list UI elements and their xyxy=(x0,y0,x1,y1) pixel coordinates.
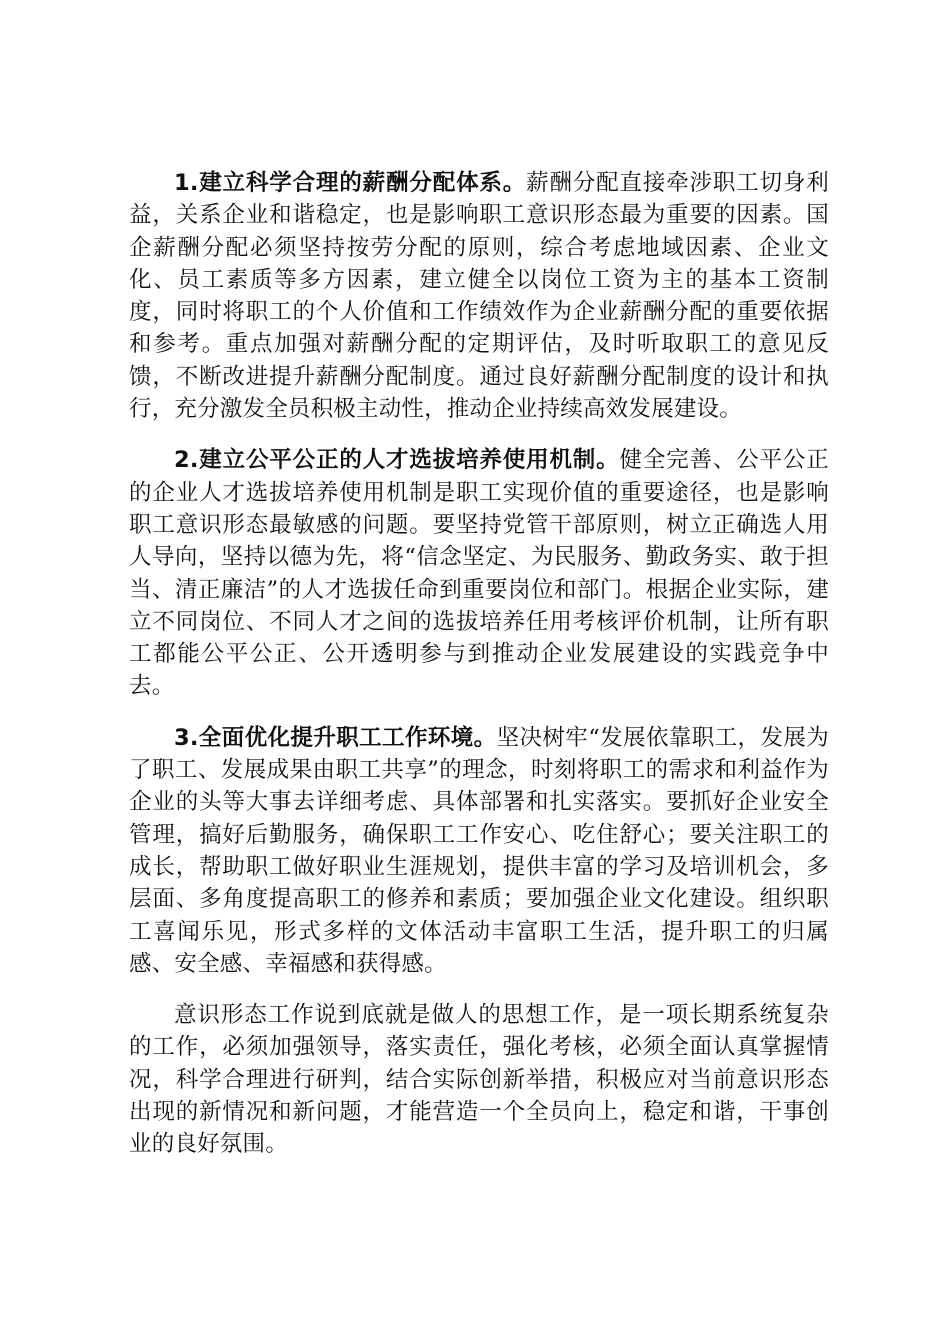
section-1-heading: 1.建立科学合理的薪酬分配体系。 xyxy=(174,170,527,196)
section-1-paragraph xyxy=(129,167,829,425)
document-page xyxy=(129,167,829,1161)
section-3-paragraph xyxy=(129,722,829,980)
conclusion-paragraph: 意识形态工作说到底就是做人的思想工作，是一项长期系统复杂的工作，必须加强领导，落实责任，强化考核，必须全面认真掌握情况，科学合理进行研判，结合实际创新举措，积极应对当前意识形态出现的新情况和新问题，才能营造一个全员向上，稳定和谐，干事创业的良好氛围。 xyxy=(129,1002,829,1158)
section-2-paragraph xyxy=(129,444,829,702)
section-2-body: 健全完善、公平公正的企业人才选拔培养使用机制是职工实现价值的重要途径，也是影响职工意识形态最敏感的问题。要坚持党管干部原则，树立正确选人用人导向，坚持以德为先，将“信念坚定、为民服务、勤政务实、敢于担当、清正廉洁”的人才选拔任命到重要岗位和部门。根据企业实际，建立不同岗位、不同人才之间的选拔培养任用考核评价机制，让所有职工都能公平公正、公开透明参与到推动企业发展建设的实践竞争中去。 xyxy=(129,447,829,700)
section-1-body: 薪酬分配直接牵涉职工切身利益，关系企业和谐稳定，也是影响职工意识形态最为重要的因素。国企薪酬分配必须坚持按劳分配的原则，综合考虑地域因素、企业文化、员工素质等多方因素，建立健全以岗位工资为主的基本工资制度，同时将职工的个人价值和工作绩效作为企业薪酬分配的重要依据和参考。重点加强对薪酬分配的定期评估，及时听取职工的意见反馈，不断改进提升薪酬分配制度。通过良好薪酬分配制度的设计和执行，充分激发全员积极主动性，推动企业持续高效发展建设。 xyxy=(129,170,829,423)
section-3-body: 坚决树牢“发展依靠职工，发展为了职工、发展成果由职工共享”的理念，时刻将职工的需求和利益作为企业的头等大事去详细考虑、具体部署和扎实落实。要抓好企业安全管理，搞好后勤服务，确保职工工作安心、吃住舒心；要关注职工的成长，帮助职工做好职业生涯规划，提供丰富的学习及培训机会，多层面、多角度提高职工的修养和素质；要加强企业文化建设。组织职工喜闻乐见，形式多样的文体活动丰富职工生活，提升职工的归属感、安全感、幸福感和获得感。 xyxy=(129,724,829,977)
section-3-heading: 3.全面优化提升职工工作环境。 xyxy=(174,724,497,751)
section-2-heading: 2.建立公平公正的人才选拔培养使用机制。 xyxy=(174,447,620,474)
